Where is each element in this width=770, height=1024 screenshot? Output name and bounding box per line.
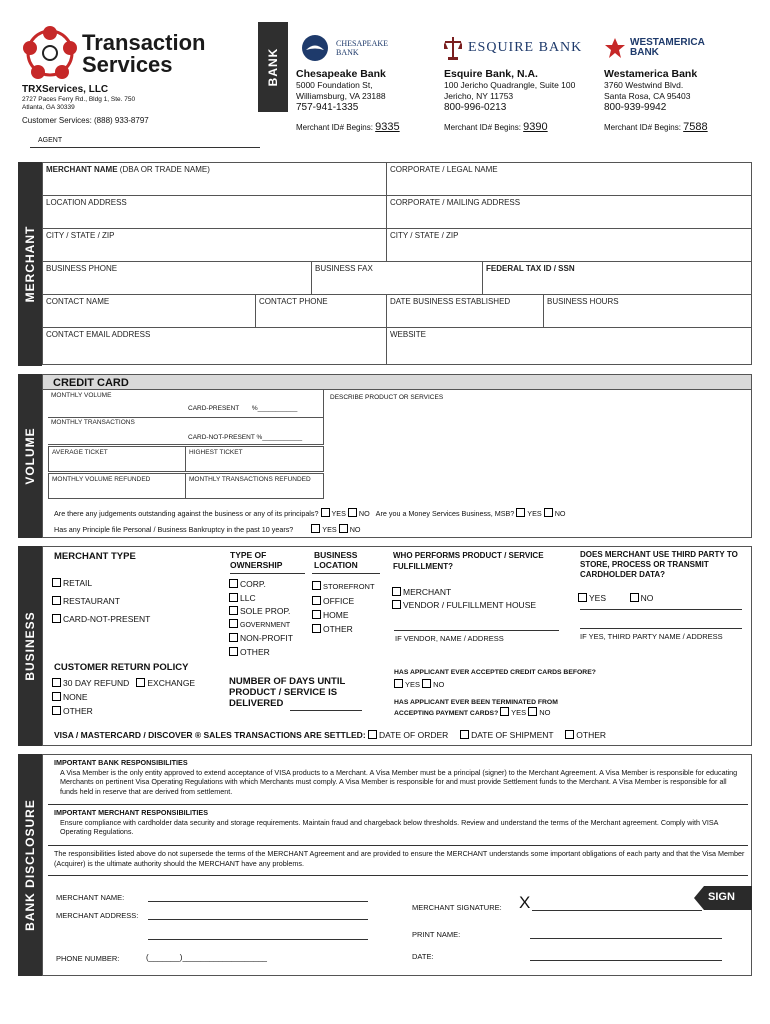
tax-id-label: FEDERAL TAX ID / SSN bbox=[486, 264, 575, 273]
llc-checkbox[interactable] bbox=[229, 593, 238, 602]
volume-tab bbox=[18, 374, 42, 538]
esquire-name: Esquire Bank, N.A. bbox=[444, 68, 538, 80]
bank-westamerica bbox=[604, 28, 754, 133]
storefront-checkbox[interactable] bbox=[312, 581, 321, 590]
business-phone-field[interactable] bbox=[42, 261, 312, 295]
days-until-delivery: NUMBER OF DAYS UNTIL PRODUCT / SERVICE IS DELIVERED bbox=[229, 676, 346, 709]
ownership-nonprofit[interactable] bbox=[229, 632, 293, 646]
address-line2: Atlanta, GA 30339 bbox=[22, 104, 75, 111]
chesapeake-logo-icon bbox=[300, 33, 330, 63]
sole-prop-checkbox[interactable] bbox=[229, 606, 238, 615]
westamerica-phone: 800-939-9942 bbox=[604, 102, 667, 113]
merchant-tab bbox=[18, 162, 42, 366]
accepted-yes-label: YES bbox=[405, 680, 421, 689]
msb-question-text: Are you a Money Services Business, MSB? bbox=[375, 509, 515, 518]
refunded-volume-field[interactable] bbox=[48, 473, 186, 499]
ownership-heading: TYPE OF OWNERSHIP bbox=[230, 550, 283, 570]
esquire-addr1: 100 Jericho Quadrangle, Suite 100 bbox=[444, 80, 576, 90]
business-fax-label: BUSINESS FAX bbox=[315, 264, 373, 273]
esquire-logo bbox=[444, 28, 594, 68]
bank-chesapeake bbox=[296, 28, 436, 133]
location-options bbox=[312, 580, 375, 636]
settled-other-label: OTHER bbox=[576, 730, 607, 740]
ownership-corp[interactable] bbox=[229, 578, 293, 592]
bankruptcy-yes-checkbox[interactable] bbox=[311, 524, 320, 533]
third-party-label: IF YES, THIRD PARTY NAME / ADDRESS bbox=[580, 632, 723, 641]
tax-id-field[interactable] bbox=[482, 261, 752, 295]
disclosure-divider-2 bbox=[48, 845, 748, 846]
sig-merchant-name-label: MERCHANT NAME: bbox=[56, 893, 125, 902]
nonprofit-checkbox[interactable] bbox=[229, 633, 238, 642]
nonprofit-label: NON-PROFIT bbox=[240, 633, 293, 643]
merchant-id-label: Merchant ID# Begins: bbox=[604, 123, 681, 132]
bankruptcy-no-label: NO bbox=[349, 525, 361, 534]
msb-no-label: NO bbox=[554, 509, 566, 518]
business-hours-field[interactable] bbox=[543, 294, 752, 328]
chesapeake-addr1: 5000 Foundation St, bbox=[296, 80, 373, 90]
westamerica-addr2: Santa Rosa, CA 95403 bbox=[604, 91, 691, 101]
ownership-underline bbox=[230, 573, 305, 574]
company-name: TRXServices, LLC bbox=[22, 84, 109, 95]
card-present-pct: %___________ bbox=[251, 405, 298, 412]
ownership-other-checkbox[interactable] bbox=[229, 647, 238, 656]
credit-card-heading: CREDIT CARD bbox=[42, 374, 752, 390]
logo-title-line2: Services bbox=[82, 52, 173, 77]
address-line1: 2727 Paces Ferry Rd., Bldg 1, Ste. 750 bbox=[22, 96, 136, 103]
msb-no-checkbox[interactable] bbox=[544, 508, 553, 517]
return-other-checkbox[interactable] bbox=[52, 706, 61, 715]
card-present-field[interactable] bbox=[188, 405, 297, 412]
ownership-other-label: OTHER bbox=[240, 646, 270, 657]
legal-name-field[interactable] bbox=[386, 162, 752, 196]
sig-x-mark: X bbox=[519, 893, 531, 912]
merchant-responsibilities bbox=[54, 808, 746, 837]
sig-signature-line[interactable] bbox=[532, 910, 702, 911]
merchant-resp-text: Ensure compliance with cardholder data security and storage requirements. Maintain fraud and chargeback below thresholds. Review and understand the terms of the Merchant agreement. Comply with VISA Operating Regulations. bbox=[60, 817, 719, 836]
location-other[interactable] bbox=[312, 622, 375, 636]
days-until-line[interactable] bbox=[290, 710, 362, 711]
esquire-merchant-id bbox=[444, 121, 594, 133]
judgements-no-checkbox[interactable] bbox=[348, 508, 357, 517]
location-address-label: LOCATION ADDRESS bbox=[46, 198, 127, 207]
return-none[interactable] bbox=[52, 690, 195, 704]
contact-phone-field[interactable] bbox=[255, 294, 387, 328]
merchant-id-value: 9390 bbox=[523, 121, 548, 133]
bankruptcy-question-text: Has any Principle file Personal / Business Bankruptcy in the past 10 years? bbox=[54, 525, 294, 534]
ownership-government[interactable] bbox=[229, 619, 293, 633]
monthly-volume-label: MONTHLY VOLUME bbox=[51, 392, 112, 399]
retail-checkbox[interactable] bbox=[52, 578, 61, 587]
third-party-options bbox=[578, 593, 653, 603]
merchant-name-hint: (DBA OR TRADE NAME) bbox=[119, 165, 210, 174]
esquire-phone: 800-996-0213 bbox=[444, 102, 507, 113]
card-not-present-label: CARD-NOT-PRESENT bbox=[188, 434, 255, 441]
accepted-options bbox=[394, 679, 444, 689]
average-ticket-field[interactable] bbox=[48, 446, 186, 472]
disclosure-note bbox=[54, 849, 746, 868]
business-fax-field[interactable] bbox=[311, 261, 483, 295]
star-icon bbox=[604, 37, 626, 59]
westamerica-name: Westamerica Bank bbox=[604, 68, 698, 80]
storefront-label: STOREFRONT bbox=[323, 582, 375, 591]
sig-signature-label: MERCHANT SIGNATURE: bbox=[412, 903, 502, 912]
merchant-id-label: Merchant ID# Begins: bbox=[444, 123, 521, 132]
date-of-shipment-label: DATE OF SHIPMENT bbox=[471, 730, 554, 740]
terminated-question-text: HAS APPLICANT EVER BEEN TERMINATED FROM ACCEPTING PAYMENT CARDS? bbox=[394, 699, 558, 717]
chesapeake-logo-text: CHESAPEAKE BANK bbox=[336, 39, 389, 57]
describe-products-label: DESCRIBE PRODUCT OR SERVICES bbox=[330, 394, 444, 401]
business-tab-label: BUSINESS bbox=[23, 611, 37, 681]
business-tab bbox=[18, 546, 42, 746]
fulfillment-merchant-label: MERCHANT bbox=[403, 587, 452, 597]
westamerica-addr1: 3760 Westwind Blvd. bbox=[604, 80, 684, 90]
third-party-line-2[interactable] bbox=[580, 628, 742, 629]
fulfillment-options bbox=[392, 586, 536, 612]
sign-here-tag[interactable] bbox=[694, 886, 752, 910]
esquire-logo-text: ESQUIRE BANK bbox=[468, 40, 583, 55]
disclosure-note-text: The responsibilities listed above do not supersede the terms of the MERCHANT Agreement and are provided to ensure the MERCHANT understands some important obligations of each party and that the Visa Member (Acquirer) is the ultimate authority should the MERCHANT have any problems. bbox=[54, 849, 745, 868]
sig-merchant-address-line-1[interactable] bbox=[148, 919, 368, 920]
return-other-label: OTHER bbox=[63, 706, 93, 716]
accepted-yes-checkbox[interactable] bbox=[394, 679, 403, 688]
judgements-question bbox=[54, 508, 565, 518]
disclosure-tab-label: BANK DISCLOSURE bbox=[23, 799, 37, 931]
refunded-transactions-label: MONTHLY TRANSACTIONS REFUNDED bbox=[189, 476, 311, 483]
chesapeake-name: Chesapeake Bank bbox=[296, 68, 386, 80]
terminated-no-checkbox[interactable] bbox=[528, 707, 537, 716]
restaurant-checkbox[interactable] bbox=[52, 596, 61, 605]
refunded-transactions-field[interactable] bbox=[185, 473, 324, 499]
merchant-tab-label: MERCHANT bbox=[23, 225, 37, 303]
website-label: WEBSITE bbox=[390, 330, 427, 339]
ownership-other[interactable] bbox=[229, 646, 293, 660]
city-state-zip-field[interactable] bbox=[42, 228, 387, 262]
fulfillment-vendor-checkbox[interactable] bbox=[392, 600, 401, 609]
date-established-label: DATE BUSINESS ESTABLISHED bbox=[390, 297, 511, 306]
bankruptcy-yes-label: YES bbox=[322, 525, 337, 534]
merchant-type-cnp[interactable] bbox=[52, 610, 150, 628]
scales-icon bbox=[444, 35, 462, 61]
contact-email-field[interactable] bbox=[42, 327, 387, 365]
business-phone-label: BUSINESS PHONE bbox=[46, 264, 118, 273]
trx-logo-icon bbox=[20, 24, 80, 82]
bank-tab-label: BANK bbox=[266, 47, 280, 87]
card-not-present-pct: %___________ bbox=[256, 434, 303, 441]
chesapeake-phone: 757-941-1335 bbox=[296, 102, 359, 113]
bank-esquire bbox=[444, 28, 594, 133]
merchant-name-label: MERCHANT NAME bbox=[46, 165, 118, 174]
esquire-addr2: Jericho, NY 11753 bbox=[444, 91, 514, 101]
chesapeake-logo bbox=[296, 28, 436, 68]
customer-service: Customer Services: (888) 933-8797 bbox=[22, 116, 149, 125]
card-present-label: CARD-PRESENT bbox=[188, 405, 240, 412]
none-label: NONE bbox=[63, 692, 88, 702]
business-hours-label: BUSINESS HOURS bbox=[547, 297, 619, 306]
third-party-no-label: NO bbox=[640, 593, 654, 603]
sole-prop-label: SOLE PROP. bbox=[240, 606, 291, 616]
bankruptcy-question bbox=[54, 524, 360, 534]
card-not-present-field[interactable] bbox=[188, 434, 302, 441]
bankruptcy-no-checkbox[interactable] bbox=[339, 524, 348, 533]
return-policy-options bbox=[52, 676, 195, 718]
disclosure-divider-3 bbox=[48, 875, 748, 876]
agent-label: AGENT bbox=[38, 137, 63, 144]
msb-yes-label: YES bbox=[527, 509, 542, 518]
fulfillment-heading: WHO PERFORMS PRODUCT / SERVICE FULFILLMENT? bbox=[393, 551, 544, 571]
location-address-field[interactable] bbox=[42, 195, 387, 229]
sig-merchant-name-line[interactable] bbox=[148, 901, 368, 902]
return-other[interactable] bbox=[52, 704, 195, 718]
mailing-address-field[interactable] bbox=[386, 195, 752, 229]
accepted-question: HAS APPLICANT EVER ACCEPTED CREDIT CARDS BEFORE? bbox=[394, 669, 596, 676]
third-party-yes-label: YES bbox=[589, 593, 607, 603]
llc-label: LLC bbox=[240, 592, 256, 603]
bank-resp-text: A Visa Member is the only entity approved to extend acceptance of VISA products to a Merchant. A Visa Member must be a principal (signer) to the Merchant Agreement. A Visa Member is responsible for educating Merchants on pertinent Visa Operating Regulations with which Merchants must comply. A Visa Member is responsible for and must provide Settlement funds to the Merchant. A Visa Member is responsible for all funds held in reserve that are derived from settlement. bbox=[60, 767, 738, 796]
msb-yes-checkbox[interactable] bbox=[516, 508, 525, 517]
average-ticket-label: AVERAGE TICKET bbox=[52, 449, 108, 456]
judgements-yes-label: YES bbox=[331, 509, 346, 518]
sig-phone-label: PHONE NUMBER: bbox=[56, 954, 120, 963]
sig-merchant-address-label: MERCHANT ADDRESS: bbox=[56, 911, 139, 920]
corp-city-state-zip-field[interactable] bbox=[386, 228, 752, 262]
corp-label: CORP. bbox=[240, 579, 266, 589]
fulfillment-vendor[interactable] bbox=[392, 599, 536, 612]
trx-logo bbox=[20, 24, 80, 82]
return-30day-row bbox=[52, 676, 195, 690]
bank-responsibilities bbox=[54, 758, 746, 796]
disclosure-tab bbox=[18, 754, 42, 976]
exchange-checkbox[interactable] bbox=[136, 678, 145, 687]
third-party-line-1[interactable] bbox=[580, 609, 742, 610]
settled-other-checkbox[interactable] bbox=[565, 730, 574, 739]
contact-name-field[interactable] bbox=[42, 294, 256, 328]
vendor-line[interactable] bbox=[394, 630, 559, 631]
ownership-llc[interactable] bbox=[229, 592, 293, 606]
return-policy-heading: CUSTOMER RETURN POLICY bbox=[54, 662, 189, 673]
highest-ticket-field[interactable] bbox=[185, 446, 324, 472]
westamerica-logo-text: WESTAMERICA BANK bbox=[630, 37, 705, 58]
government-label: GOVERNMENT bbox=[240, 621, 291, 629]
monthly-transactions-label: MONTHLY TRANSACTIONS bbox=[51, 419, 135, 426]
merchant-type-restaurant[interactable] bbox=[52, 592, 150, 610]
bank-tab bbox=[258, 22, 288, 112]
fulfillment-vendor-label: VENDOR / FULFILLMENT HOUSE bbox=[403, 600, 537, 610]
third-party-no-checkbox[interactable] bbox=[630, 593, 639, 602]
legal-name-label: CORPORATE / LEGAL NAME bbox=[390, 165, 498, 174]
merchant-type-heading: MERCHANT TYPE bbox=[54, 551, 136, 562]
location-other-checkbox[interactable] bbox=[312, 624, 321, 633]
refunded-volume-label: MONTHLY VOLUME REFUNDED bbox=[52, 476, 151, 483]
date-of-order-checkbox[interactable] bbox=[368, 730, 377, 739]
sig-merchant-address-line-2[interactable] bbox=[148, 939, 368, 940]
ownership-sole[interactable] bbox=[229, 605, 293, 619]
sig-date-label: DATE: bbox=[412, 952, 434, 961]
city-state-zip-label: CITY / STATE / ZIP bbox=[46, 231, 115, 240]
logo-title-line1: Transaction bbox=[82, 30, 206, 55]
location-storefront[interactable] bbox=[312, 580, 375, 594]
location-underline bbox=[312, 573, 380, 574]
chesapeake-merchant-id bbox=[296, 121, 436, 133]
volume-tab-label: VOLUME bbox=[23, 427, 37, 485]
terminated-no-label: NO bbox=[539, 708, 551, 717]
location-other-label: OTHER bbox=[323, 624, 353, 634]
judgements-yes-checkbox[interactable] bbox=[321, 508, 330, 517]
judgements-question-text: Are there any judgements outstanding against the business or any of its principals? bbox=[54, 509, 319, 518]
bank-resp-heading: IMPORTANT BANK RESPONSIBILITIES bbox=[54, 758, 188, 767]
cnp-checkbox[interactable] bbox=[52, 614, 61, 623]
website-field[interactable] bbox=[386, 327, 752, 365]
none-checkbox[interactable] bbox=[52, 692, 61, 701]
contact-name-label: CONTACT NAME bbox=[46, 297, 110, 306]
settled-label: VISA / MASTERCARD / DISCOVER ® SALES TRANSACTIONS ARE SETTLED: bbox=[54, 730, 366, 740]
merchant-type-options bbox=[52, 574, 150, 628]
cnp-label: CARD-NOT-PRESENT bbox=[63, 614, 151, 624]
government-checkbox[interactable] bbox=[229, 619, 238, 628]
monthly-volume-field[interactable] bbox=[48, 390, 324, 418]
ownership-options bbox=[229, 578, 293, 659]
contact-email-label: CONTACT EMAIL ADDRESS bbox=[46, 330, 151, 339]
accepted-no-label: NO bbox=[433, 680, 445, 689]
westamerica-merchant-id bbox=[604, 121, 754, 133]
terminated-question bbox=[394, 698, 594, 718]
merchant-resp-heading: IMPORTANT MERCHANT RESPONSIBILITIES bbox=[54, 808, 209, 817]
company-address bbox=[22, 96, 135, 112]
accepted-no-checkbox[interactable] bbox=[422, 679, 431, 688]
agent-line bbox=[30, 147, 260, 148]
merchant-name-field[interactable] bbox=[42, 162, 387, 196]
sign-tag-label: SIGN bbox=[708, 891, 735, 903]
location-home[interactable] bbox=[312, 608, 375, 622]
merchant-id-value: 9335 bbox=[375, 121, 400, 133]
corp-checkbox[interactable] bbox=[229, 579, 238, 588]
terminated-yes-checkbox[interactable] bbox=[500, 707, 509, 716]
sig-print-name-label: PRINT NAME: bbox=[412, 930, 461, 939]
merchant-id-value: 7588 bbox=[683, 121, 708, 133]
office-label: OFFICE bbox=[323, 596, 355, 606]
disclosure-divider-1 bbox=[48, 804, 748, 805]
describe-products-field[interactable] bbox=[330, 394, 443, 401]
date-of-order-label: DATE OF ORDER bbox=[379, 730, 449, 740]
fulfillment-merchant-checkbox[interactable] bbox=[392, 587, 401, 596]
contact-phone-label: CONTACT PHONE bbox=[259, 297, 328, 306]
merchant-id-label: Merchant ID# Begins: bbox=[296, 123, 373, 132]
highest-ticket-label: HIGHEST TICKET bbox=[189, 449, 243, 456]
home-label: HOME bbox=[323, 610, 349, 620]
westamerica-logo bbox=[604, 28, 754, 68]
retail-label: RETAIL bbox=[63, 578, 93, 588]
date-of-shipment-checkbox[interactable] bbox=[460, 730, 469, 739]
settled-row bbox=[54, 730, 606, 740]
judgements-no-label: NO bbox=[358, 509, 370, 518]
terminated-yes-label: YES bbox=[511, 708, 527, 717]
home-checkbox[interactable] bbox=[312, 610, 321, 619]
mailing-address-label: CORPORATE / MAILING ADDRESS bbox=[390, 198, 521, 207]
vendor-label: IF VENDOR, NAME / ADDRESS bbox=[395, 634, 504, 643]
exchange-label: EXCHANGE bbox=[147, 678, 196, 688]
restaurant-label: RESTAURANT bbox=[63, 596, 120, 606]
location-heading: BUSINESS LOCATION bbox=[314, 550, 358, 570]
fulfillment-merchant[interactable] bbox=[392, 586, 536, 599]
corp-city-state-zip-label: CITY / STATE / ZIP bbox=[390, 231, 459, 240]
merchant-type-retail[interactable] bbox=[52, 574, 150, 592]
refund-30day-checkbox[interactable] bbox=[52, 678, 61, 687]
sig-print-name-line[interactable] bbox=[530, 938, 722, 939]
sig-date-line[interactable] bbox=[530, 960, 722, 961]
sig-phone-field[interactable]: (_______)___________________ bbox=[146, 953, 268, 962]
third-party-heading: DOES MERCHANT USE THIRD PARTY TO STORE, PROCESS OR TRANSMIT CARDHOLDER DATA? bbox=[580, 550, 738, 579]
office-checkbox[interactable] bbox=[312, 596, 321, 605]
chesapeake-addr2: Williamsburg, VA 23188 bbox=[296, 91, 386, 101]
logo-title bbox=[82, 32, 205, 76]
refund-30day-label: 30 DAY REFUND bbox=[63, 678, 130, 688]
third-party-yes-checkbox[interactable] bbox=[578, 593, 587, 602]
location-office[interactable] bbox=[312, 594, 375, 608]
date-established-field[interactable] bbox=[386, 294, 544, 328]
